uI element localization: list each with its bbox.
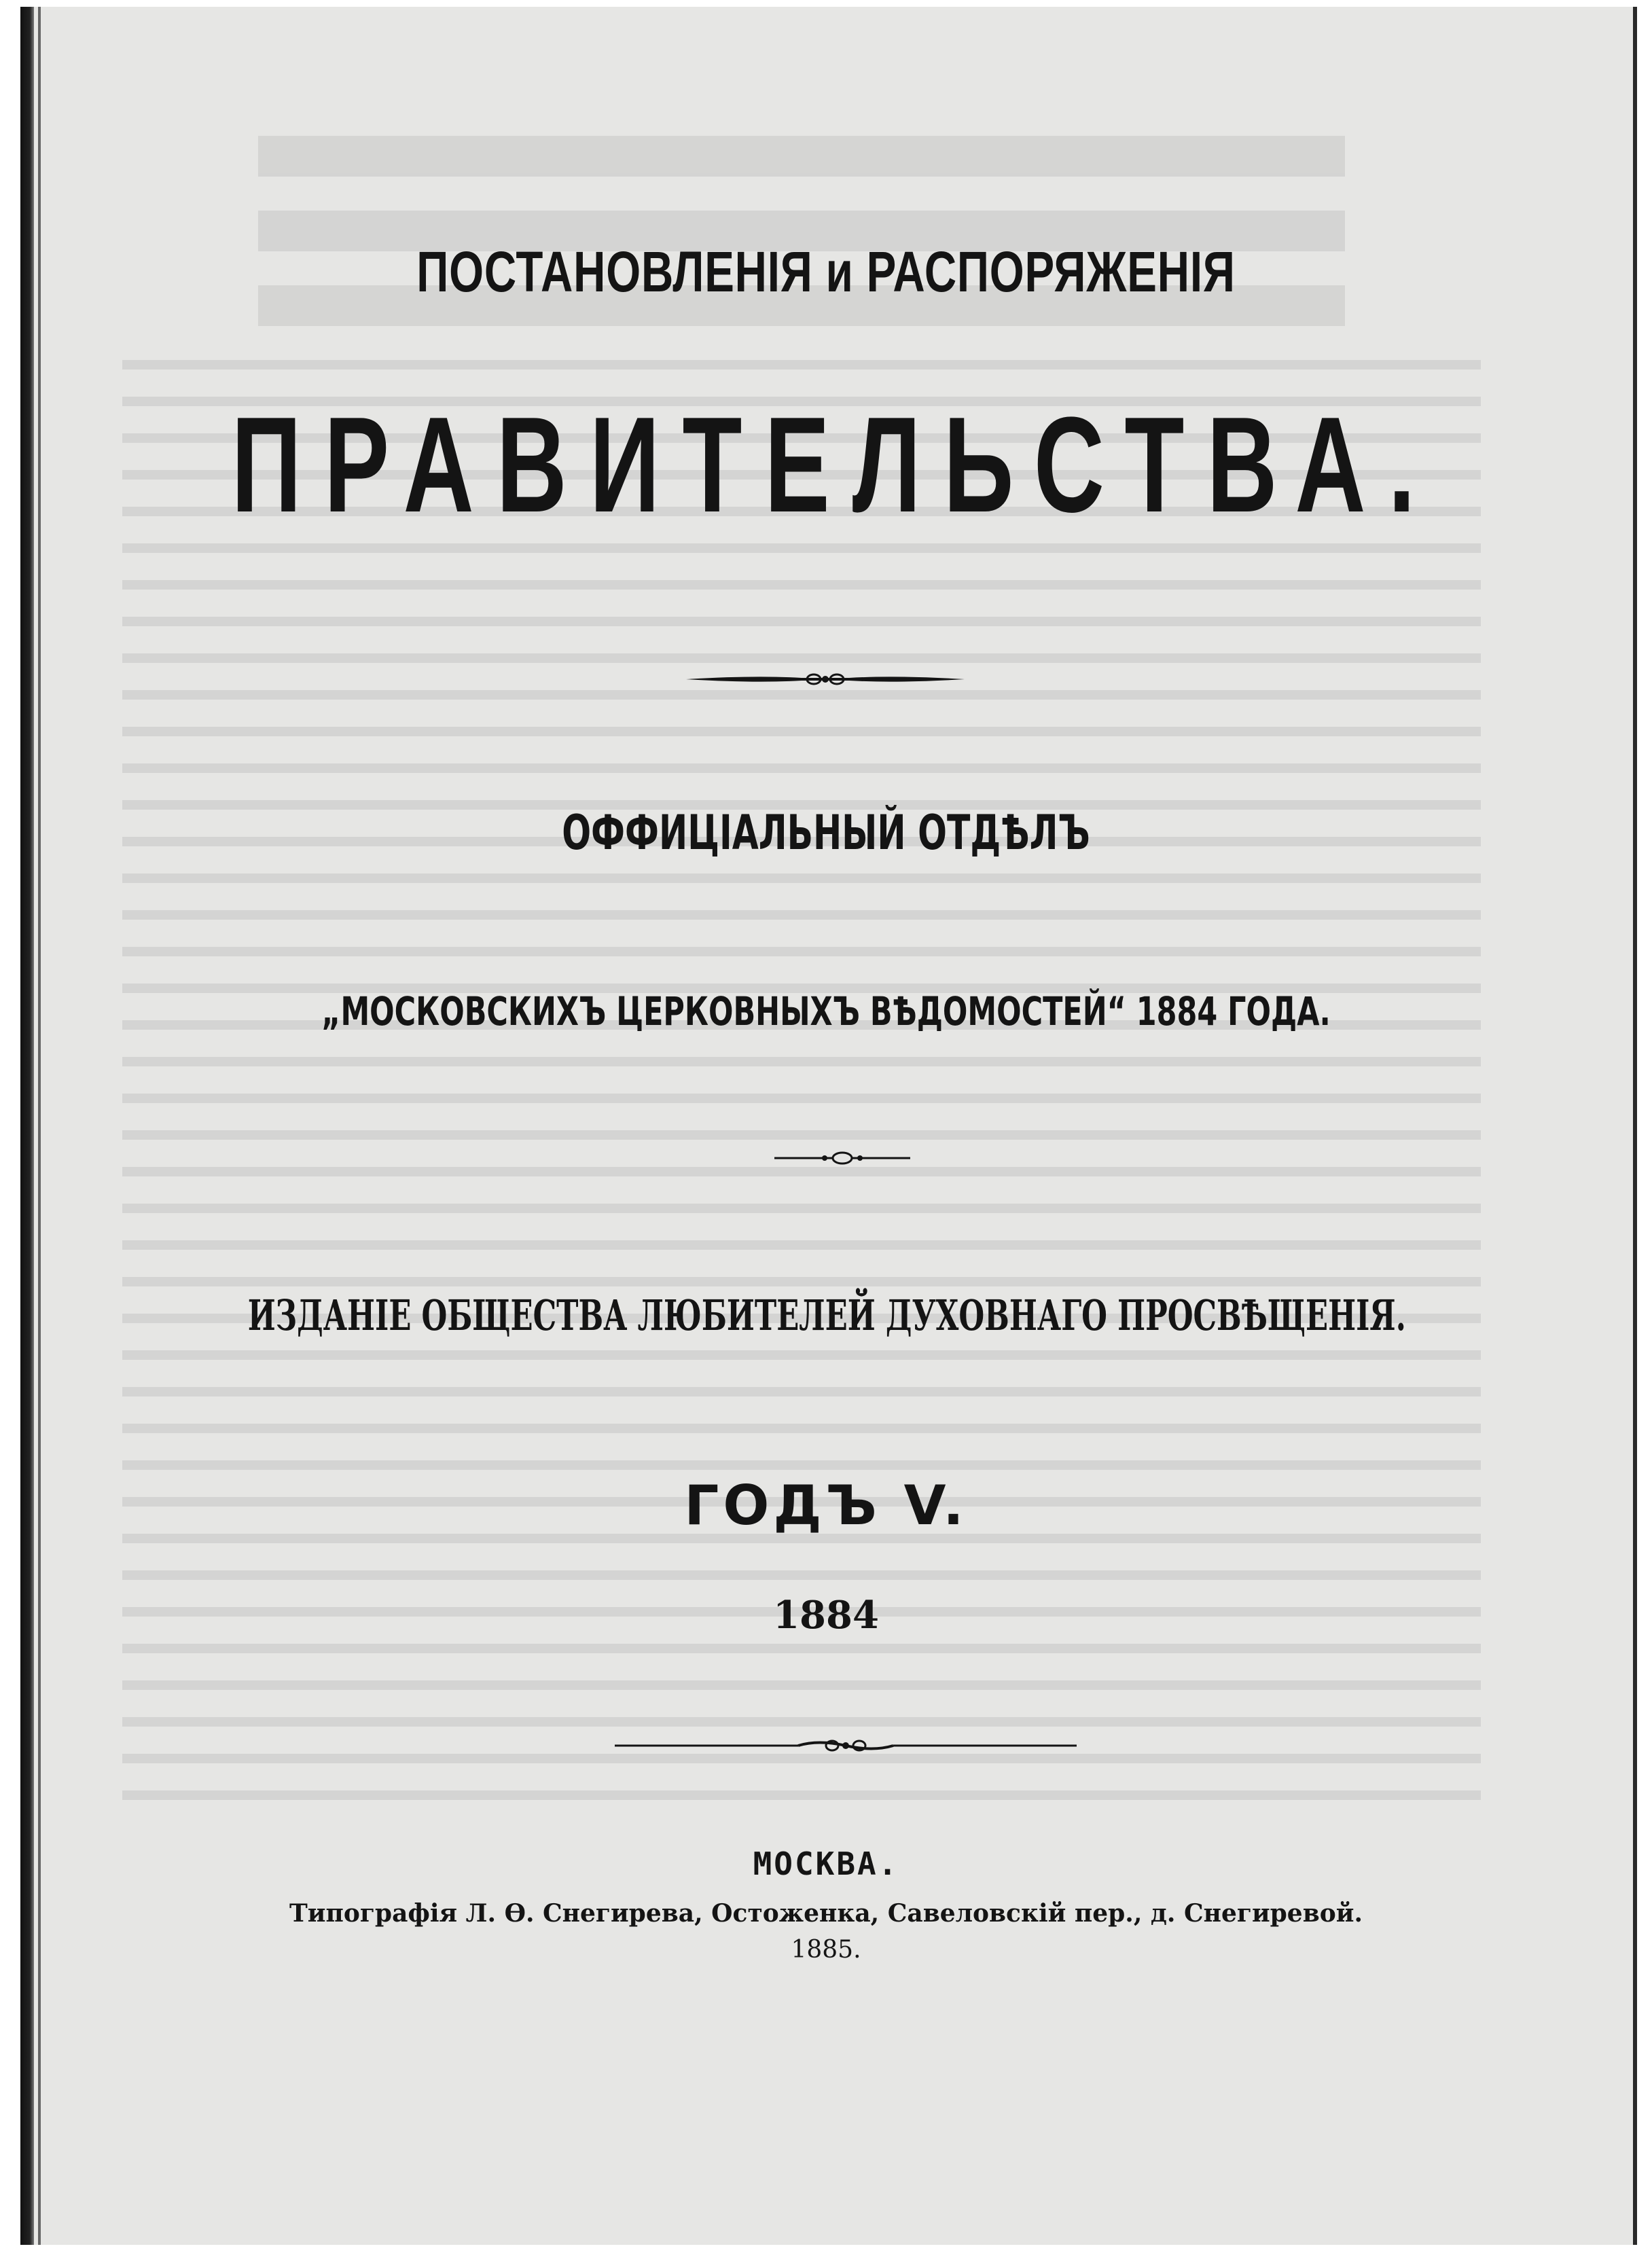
ornament-rule-bottom [615,1735,1077,1756]
section-title: ОФФИЦІАЛЬНЫЙ ОТДѢЛЪ [562,805,1090,861]
ornament-rule-top [686,666,965,693]
printer-line: Типографія Л. Ѳ. Снегирева, Остоженка, Савеловскій пер., д. Снегиревой. [289,1899,1363,1928]
publisher-line: ИЗДАНІЕ ОБЩЕСТВА ЛЮБИТЕЛЕЙ ДУХОВНАГО ПРОСВѢЩЕНІЯ. [247,1291,1406,1340]
heading-line: ПОСТАНОВЛЕНІЯ и РАСПОРЯЖЕНІЯ [416,240,1236,304]
main-title: ПРАВИТЕЛЬСТВА. [231,389,1438,541]
year-label: 1884 [773,1593,879,1638]
source-line: „МОСКОВСКИХЪ ЦЕРКОВНЫХЪ ВѢДОМОСТЕЙ“ 1884 ГОДА. [321,988,1331,1034]
city-label: МОСКВА. [753,1845,899,1882]
ornament-small [774,1148,910,1168]
volume-label: ГОДЪ V. [684,1474,968,1537]
print-year: 1885. [791,1936,861,1964]
